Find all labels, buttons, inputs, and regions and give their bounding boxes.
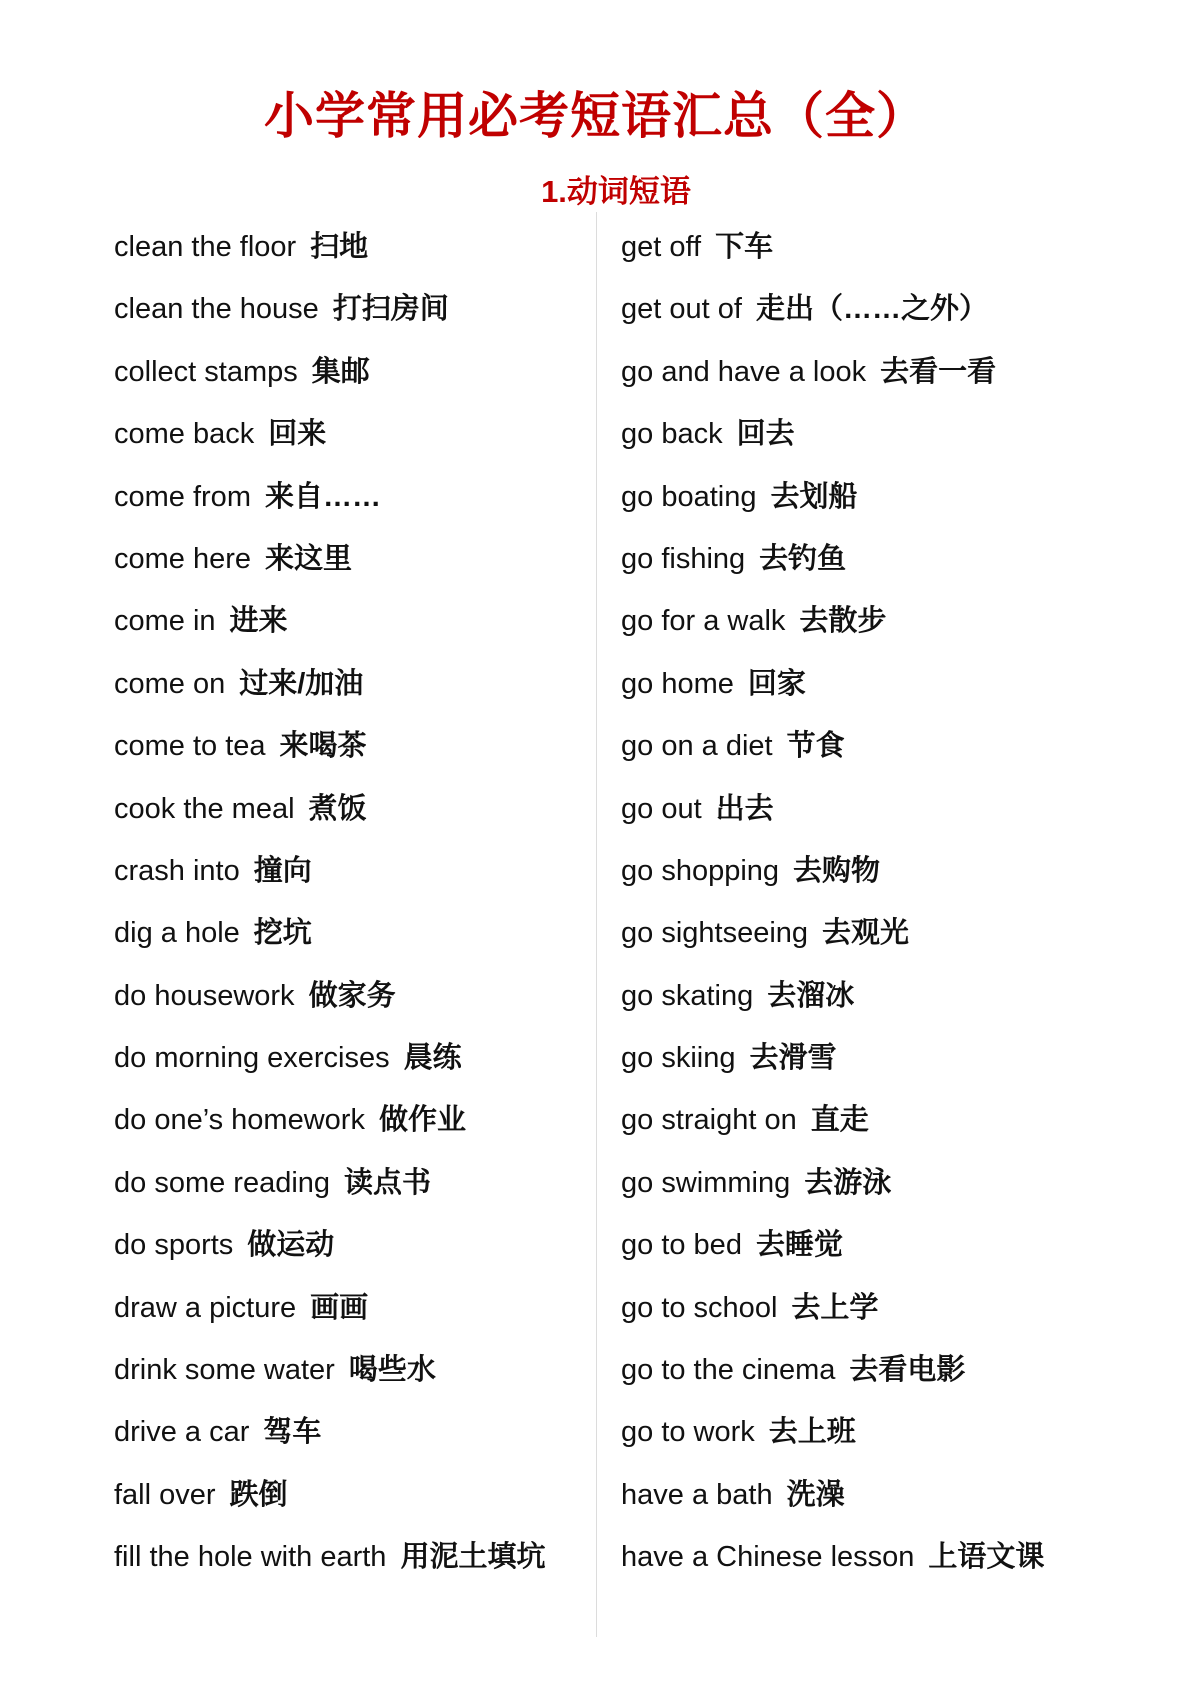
phrase-item (621, 1290, 1044, 1352)
phrase-item (114, 915, 545, 977)
phrase-item (621, 416, 1044, 478)
phrase-chinese: 晨练 (403, 1042, 462, 1075)
phrase-item (621, 791, 1044, 853)
phrase-chinese: 回来 (268, 418, 327, 451)
phrase-chinese: 进来 (229, 605, 288, 638)
right-phrase-column (621, 229, 1044, 1602)
phrase-english: go to bed (621, 1229, 742, 1262)
phrase-english: have a Chinese lesson (621, 1541, 915, 1574)
phrase-item (114, 853, 545, 915)
phrase-item (621, 603, 1044, 665)
phrase-item (114, 1290, 545, 1352)
phrase-item (114, 479, 545, 541)
phrase-chinese: 喝些水 (348, 1354, 436, 1387)
left-phrase-column (114, 229, 545, 1602)
phrase-english: come here (114, 542, 252, 575)
phrase-english: go and have a look (621, 355, 867, 388)
phrase-english: drive a car (114, 1416, 250, 1449)
phrase-english: go swimming (621, 1166, 791, 1199)
phrase-item (621, 541, 1044, 603)
phrase-english: come on (114, 667, 226, 700)
phrase-item (621, 229, 1044, 291)
phrase-item (114, 541, 545, 603)
phrase-english: draw a picture (114, 1291, 297, 1324)
phrase-chinese: 挖坑 (253, 917, 312, 950)
phrase-item (114, 1414, 545, 1476)
phrase-chinese: 过来/加油 (239, 667, 364, 700)
phrase-chinese: 去购物 (793, 854, 881, 887)
phrase-item (621, 1040, 1044, 1102)
phrase-chinese: 去游泳 (804, 1166, 892, 1199)
phrase-chinese: 去看一看 (880, 355, 997, 388)
column-divider (596, 212, 597, 1637)
phrase-chinese: 去看电影 (849, 1354, 966, 1387)
phrase-item (621, 1539, 1044, 1601)
phrase-chinese: 做运动 (247, 1229, 335, 1262)
phrase-english: go on a diet (621, 730, 773, 763)
phrase-item (114, 603, 545, 665)
phrase-english: go for a walk (621, 605, 786, 638)
section-heading: 1.动词短语 (541, 174, 691, 209)
phrase-english: cook the meal (114, 792, 295, 825)
phrase-chinese: 去上学 (791, 1291, 879, 1324)
phrase-item (114, 354, 545, 416)
phrase-english: come to tea (114, 730, 266, 763)
phrase-chinese: 来这里 (265, 542, 353, 575)
phrase-english: have a bath (621, 1478, 773, 1511)
phrase-english: go fishing (621, 542, 746, 575)
phrase-english: come in (114, 605, 216, 638)
phrase-chinese: 驾车 (263, 1416, 322, 1449)
phrase-chinese: 洗澡 (786, 1478, 845, 1511)
phrase-english: get off (621, 231, 702, 263)
phrase-chinese: 回去 (736, 418, 795, 451)
phrase-item (621, 354, 1044, 416)
phrase-chinese: 直走 (810, 1104, 869, 1137)
phrase-item (114, 1227, 545, 1289)
phrase-item (114, 1040, 545, 1102)
phrase-chinese: 去钓鱼 (759, 542, 847, 575)
page-title: 小学常用必考短语汇总（全） (264, 88, 927, 144)
phrase-chinese: 去溜冰 (767, 979, 855, 1012)
phrase-english: fill the hole with earth (114, 1541, 387, 1574)
phrase-chinese: 出去 (715, 792, 774, 825)
phrase-item (114, 1165, 545, 1227)
phrase-item (114, 1477, 545, 1539)
phrase-english: get out of (621, 293, 742, 326)
phrase-chinese: 去上班 (768, 1416, 856, 1449)
phrase-item (621, 1352, 1044, 1414)
phrase-english: go to school (621, 1291, 778, 1324)
phrase-chinese: 撞向 (253, 854, 312, 887)
phrase-chinese: 集邮 (311, 355, 370, 388)
phrase-english: fall over (114, 1478, 216, 1511)
phrase-english: collect stamps (114, 355, 298, 388)
phrase-english: clean the house (114, 293, 319, 326)
phrase-english: come back (114, 418, 255, 451)
phrase-item (621, 1165, 1044, 1227)
phrase-english: do some reading (114, 1166, 331, 1199)
phrase-english: go home (621, 667, 734, 700)
phrase-chinese: 去观光 (822, 917, 910, 950)
phrase-chinese: 节食 (786, 730, 845, 763)
phrase-chinese: 跌倒 (229, 1478, 288, 1511)
phrase-english: go boating (621, 480, 757, 513)
phrase-chinese: 煮饭 (308, 792, 367, 825)
phrase-chinese: 做家务 (308, 979, 396, 1012)
phrase-chinese: 回家 (747, 667, 806, 700)
phrase-chinese: 打扫房间 (332, 293, 449, 326)
phrase-item (621, 479, 1044, 541)
phrase-english: go straight on (621, 1104, 797, 1137)
phrase-english: come from (114, 480, 251, 513)
phrase-english: clean the floor (114, 231, 297, 263)
phrase-english: dig a hole (114, 917, 240, 950)
phrase-english: do sports (114, 1229, 234, 1262)
phrase-item (114, 291, 545, 353)
phrase-item (621, 915, 1044, 977)
phrase-item (114, 229, 545, 291)
phrase-chinese: 做作业 (378, 1104, 466, 1137)
phrase-chinese: 去滑雪 (749, 1042, 837, 1075)
phrase-chinese: 走出（……之外） (755, 293, 988, 326)
phrase-item (114, 978, 545, 1040)
phrase-item (621, 1227, 1044, 1289)
phrase-chinese: 来自…… (264, 480, 381, 513)
phrase-chinese: 去散步 (799, 605, 887, 638)
phrase-english: go out (621, 792, 702, 825)
phrase-english: crash into (114, 854, 240, 887)
phrase-item (621, 1477, 1044, 1539)
phrase-item (621, 291, 1044, 353)
phrase-english: drink some water (114, 1354, 335, 1387)
phrase-english: do housework (114, 979, 295, 1012)
phrase-item (621, 853, 1044, 915)
phrase-english: go to the cinema (621, 1354, 836, 1387)
phrase-english: go to work (621, 1416, 755, 1449)
phrase-item (114, 666, 545, 728)
phrase-chinese: 上语文课 (928, 1541, 1045, 1574)
phrase-chinese: 画画 (310, 1291, 369, 1324)
phrase-english: go skiing (621, 1042, 736, 1075)
phrase-item (114, 1102, 545, 1164)
phrase-item (114, 728, 545, 790)
phrase-item (621, 978, 1044, 1040)
phrase-english: go shopping (621, 854, 780, 887)
phrase-item (621, 728, 1044, 790)
phrase-item (621, 1102, 1044, 1164)
phrase-item (621, 1414, 1044, 1476)
phrase-english: do morning exercises (114, 1042, 390, 1075)
phrase-chinese: 扫地 (310, 231, 369, 263)
phrase-chinese: 用泥土填坑 (400, 1541, 546, 1574)
phrase-item (114, 416, 545, 478)
phrase-english: go skating (621, 979, 754, 1012)
phrase-item (114, 1539, 545, 1601)
phrase-chinese: 读点书 (344, 1166, 432, 1199)
phrase-item (621, 666, 1044, 728)
phrase-english: do one’s homework (114, 1104, 365, 1137)
phrase-english: go sightseeing (621, 917, 809, 950)
phrase-chinese: 去睡觉 (755, 1229, 843, 1262)
phrase-chinese: 去划船 (770, 480, 858, 513)
phrase-english: go back (621, 418, 723, 451)
phrase-chinese: 来喝茶 (279, 730, 367, 763)
phrase-chinese: 下车 (715, 231, 774, 263)
phrase-item (114, 1352, 545, 1414)
phrase-item (114, 791, 545, 853)
